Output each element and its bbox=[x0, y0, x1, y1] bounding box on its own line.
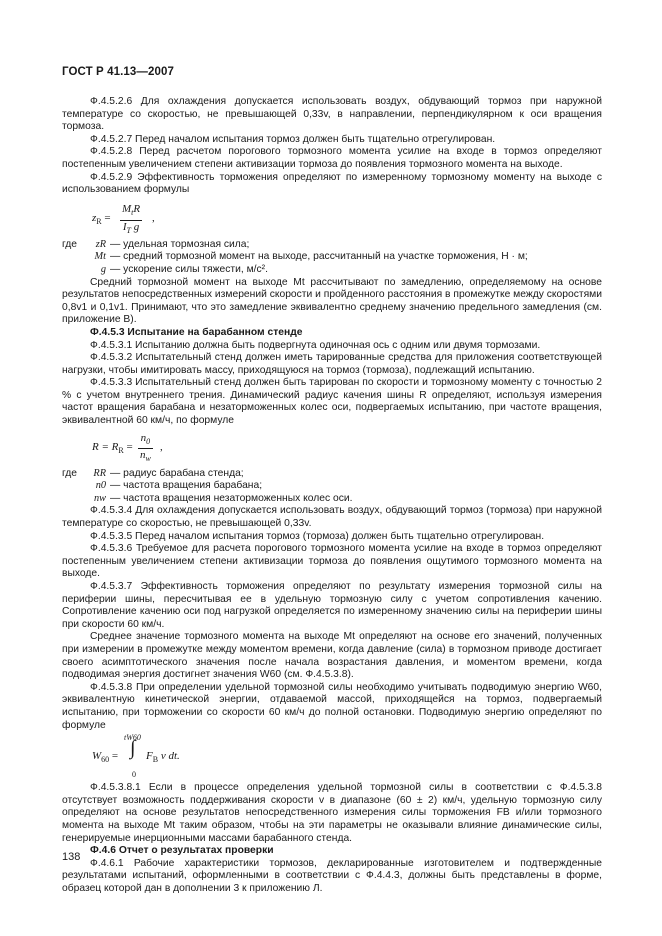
definition-row bbox=[62, 468, 602, 481]
formula-lhs-sub: 60 bbox=[101, 755, 110, 765]
where-label: где bbox=[62, 238, 78, 250]
definitions-list bbox=[62, 239, 602, 277]
definition-row bbox=[62, 251, 602, 264]
definition-row bbox=[62, 264, 602, 277]
definition-text: — радиус барабана стенда; bbox=[110, 467, 244, 479]
paragraph: Ф.4.5.3.6 Требуемое для расчета порогового тормозного момента усилие на входе в тормоз определяют постепенным увеличением степени активизации тормоза до появления ощутимого тормозного момента на выходе. bbox=[62, 543, 602, 580]
formula-lhs: R = R bbox=[92, 440, 119, 453]
section-heading: Ф.4.6 Отчет о результатах проверки bbox=[90, 845, 274, 857]
definition-row bbox=[62, 239, 602, 252]
formula-eq: = bbox=[109, 750, 119, 763]
document-body bbox=[62, 96, 602, 895]
formula-lhs: z bbox=[92, 211, 97, 224]
formula-num-r: R bbox=[133, 202, 141, 215]
paragraph: Ф.4.6.1 Рабочие характеристики тормозов, декларированные изготовителем и подтвержденные результатами испытаний, оформленными в соответствии с Ф.4.4.3, должны быть представлены в форме, образец которой дан в дополнении 3 к приложению Л. bbox=[62, 857, 602, 894]
formula-fraction bbox=[138, 432, 153, 467]
formula-den-sub: T bbox=[126, 225, 131, 235]
definition-text: — удельная тормозная сила; bbox=[110, 238, 250, 250]
formula-num: M bbox=[122, 202, 132, 215]
paragraph: Ф.4.5.3.1 Испытанию должна быть подвергнута одиночная ось с одним или двумя тормозами. bbox=[90, 339, 541, 351]
paragraph: Ф.4.5.3.8 При определении удельной тормозной силы необходимо учитывать подводимую энергию W60, эквивалентную кинетической энергии, отдаваемой массой, приходящейся на тормоз, подвергаемый испытанию, при торможении со скорости 60 км/ч до полной остановки. Подводимую энергию определяют по формуле bbox=[62, 681, 602, 731]
definition-symbol: Mt bbox=[94, 251, 106, 263]
formula-eq: = bbox=[123, 440, 133, 453]
formula-num: n bbox=[140, 431, 147, 444]
definition-symbol: n0 bbox=[95, 480, 106, 492]
definition-text: — средний тормозной момент на выходе, рассчитанный на участке торможения, Н · м; bbox=[110, 251, 528, 263]
paragraph: Ф.4.5.3.7 Эффективность торможения определяют по результату измерения тормозной силы на периферии шины, пересчитывая ее в удельную тормозную силу с учетом сопротивления качению. Сопротивление качению оси под нагрузкой определяется по измеренному значению силы на периферии шины при скорости 60 км/ч. bbox=[62, 581, 602, 630]
definition-symbol: zR bbox=[95, 238, 106, 250]
where-label: где bbox=[62, 467, 78, 479]
integral-lower-limit: 0 bbox=[132, 770, 136, 780]
definition-text: — ускорение силы тяжести, м/с². bbox=[110, 263, 268, 275]
formula-body: F bbox=[146, 750, 153, 763]
formula-num-sub: 0 bbox=[146, 436, 151, 446]
formula-eq: = bbox=[101, 211, 111, 224]
formula-den: n bbox=[140, 449, 146, 462]
definition-text: — частота вращения барабана; bbox=[110, 480, 263, 492]
page-number: 138 bbox=[62, 851, 81, 863]
integral-sign: ∫ bbox=[130, 737, 136, 760]
formula-body-rest: v dt. bbox=[158, 750, 180, 763]
formula-den-g: g bbox=[131, 220, 140, 233]
formula-den: I bbox=[122, 220, 127, 233]
definition-row bbox=[62, 480, 602, 493]
formula-lhs-sub: R bbox=[96, 216, 102, 226]
formula-energy bbox=[62, 732, 602, 782]
definition-symbol: g bbox=[100, 263, 106, 275]
definition-symbol: nw bbox=[93, 492, 106, 504]
formula-lhs: W bbox=[92, 750, 102, 763]
integral-upper-limit: tW60 bbox=[124, 733, 141, 743]
paragraph: Ф.4.5.2.8 Перед расчетом порогового тормозного момента усилие на входе в тормоз определяют постепенным увеличением степени активизации тормоза до появления тормозного момента на выходе. bbox=[62, 146, 602, 170]
definition-text: — частота вращения незаторможенных колес оси. bbox=[110, 492, 353, 504]
paragraph: Ф.4.5.3.3 Испытательный стенд должен быть тарирован по скорости и тормозному моменту с точностью 2 % с учетом внутреннего трения. Динамический радиус качения шины R определяют, используя измерения частот вращения барабана и незаторможенных колес оси, подвергаемых испытанию, при частоте вращения, эквивалентной 60 км/ч, по формуле bbox=[62, 377, 602, 427]
paragraph: Ф.4.5.2.7 Перед началом испытания тормоз должен быть тщательно отрегулирован. bbox=[90, 133, 496, 145]
formula-zr bbox=[62, 197, 602, 239]
formula-fraction bbox=[120, 203, 142, 238]
formula-num-sub: t bbox=[131, 207, 134, 217]
definition-row bbox=[62, 493, 602, 506]
paragraph: Средний тормозной момент на выходе Mt рассчитывают по замедлению, определяемому на основе результатов непосредственных измерений скорости и пройденного расстояния в промежутке между скоростями 0,8v1 и 0,1v1. Принимают, что это замедление эквивалентно среднему значению предельного замедления (см. приложение В). bbox=[62, 276, 602, 326]
definitions-list bbox=[62, 468, 602, 506]
formula-comma: , bbox=[152, 211, 155, 224]
paragraph: Ф.4.5.3.4 Для охлаждения допускается использовать воздух, обдувающий тормоз (тормоза) при наружной температуре со скоростью, не превышающей 0,33v. bbox=[62, 505, 602, 530]
formula-lhs-sub: R bbox=[118, 445, 124, 455]
document-header: ГОСТ Р 41.13—2007 bbox=[62, 66, 174, 78]
formula-comma: , bbox=[160, 440, 163, 453]
paragraph: Ф.4.5.3.8.1 Если в процессе определения удельной тормозной силы в соответствии с Ф.4.5.3.8 отсутствует возможность поддерживания скорости v в диапазоне (60 ± 2) км/ч, удельную тормозную силу определяют на основе результатов непосредственного измерения силы торможения FB и/или тормозного момента на выходе Mt таким образом, чтобы на эти параметры не оказывали влияние динамические силы, генерируемые инерционными массами барабанного стенда. bbox=[62, 782, 602, 844]
formula-radius bbox=[62, 428, 602, 468]
formula-body-sub: B bbox=[152, 755, 159, 765]
formula-den-sub: w bbox=[145, 454, 151, 464]
section-heading: Ф.4.5.3 Испытание на барабанном стенде bbox=[90, 326, 303, 338]
definition-symbol: RR bbox=[93, 467, 106, 479]
paragraph: Ф.4.5.2.9 Эффективность торможения определяют по измеренному тормозному моменту на выходе с использованием формулы bbox=[62, 171, 602, 196]
paragraph: Ф.4.5.3.5 Перед началом испытания тормоз (тормоза) должен быть тщательно отрегулирован. bbox=[90, 530, 545, 542]
paragraph: Ф.4.5.3.2 Испытательный стенд должен иметь тарированные средства для приложения соответствующей нагрузки, чтобы имитировать массу, приходящуюся на тормоз (тормоза), подлежащий испытанию. bbox=[62, 352, 602, 376]
paragraph: Ф.4.5.2.6 Для охлаждения допускается использовать воздух, обдувающий тормоз при наружной температуре со скоростью, не превышающей 0,33v, в направлении, перпендикулярном к оси вращения тормоза. bbox=[62, 96, 602, 133]
paragraph: Среднее значение тормозного момента на выходе Mt определяют на основе его значений, полученных при измерении в промежутке между моментом времени, когда давление (сила) в тормозном приводе достигает своего асимптотического значения после начала возрастания давления, и моментом времени, когда подводимая энергия достигнет значения W60 (см. Ф.4.5.3.8). bbox=[62, 631, 602, 681]
